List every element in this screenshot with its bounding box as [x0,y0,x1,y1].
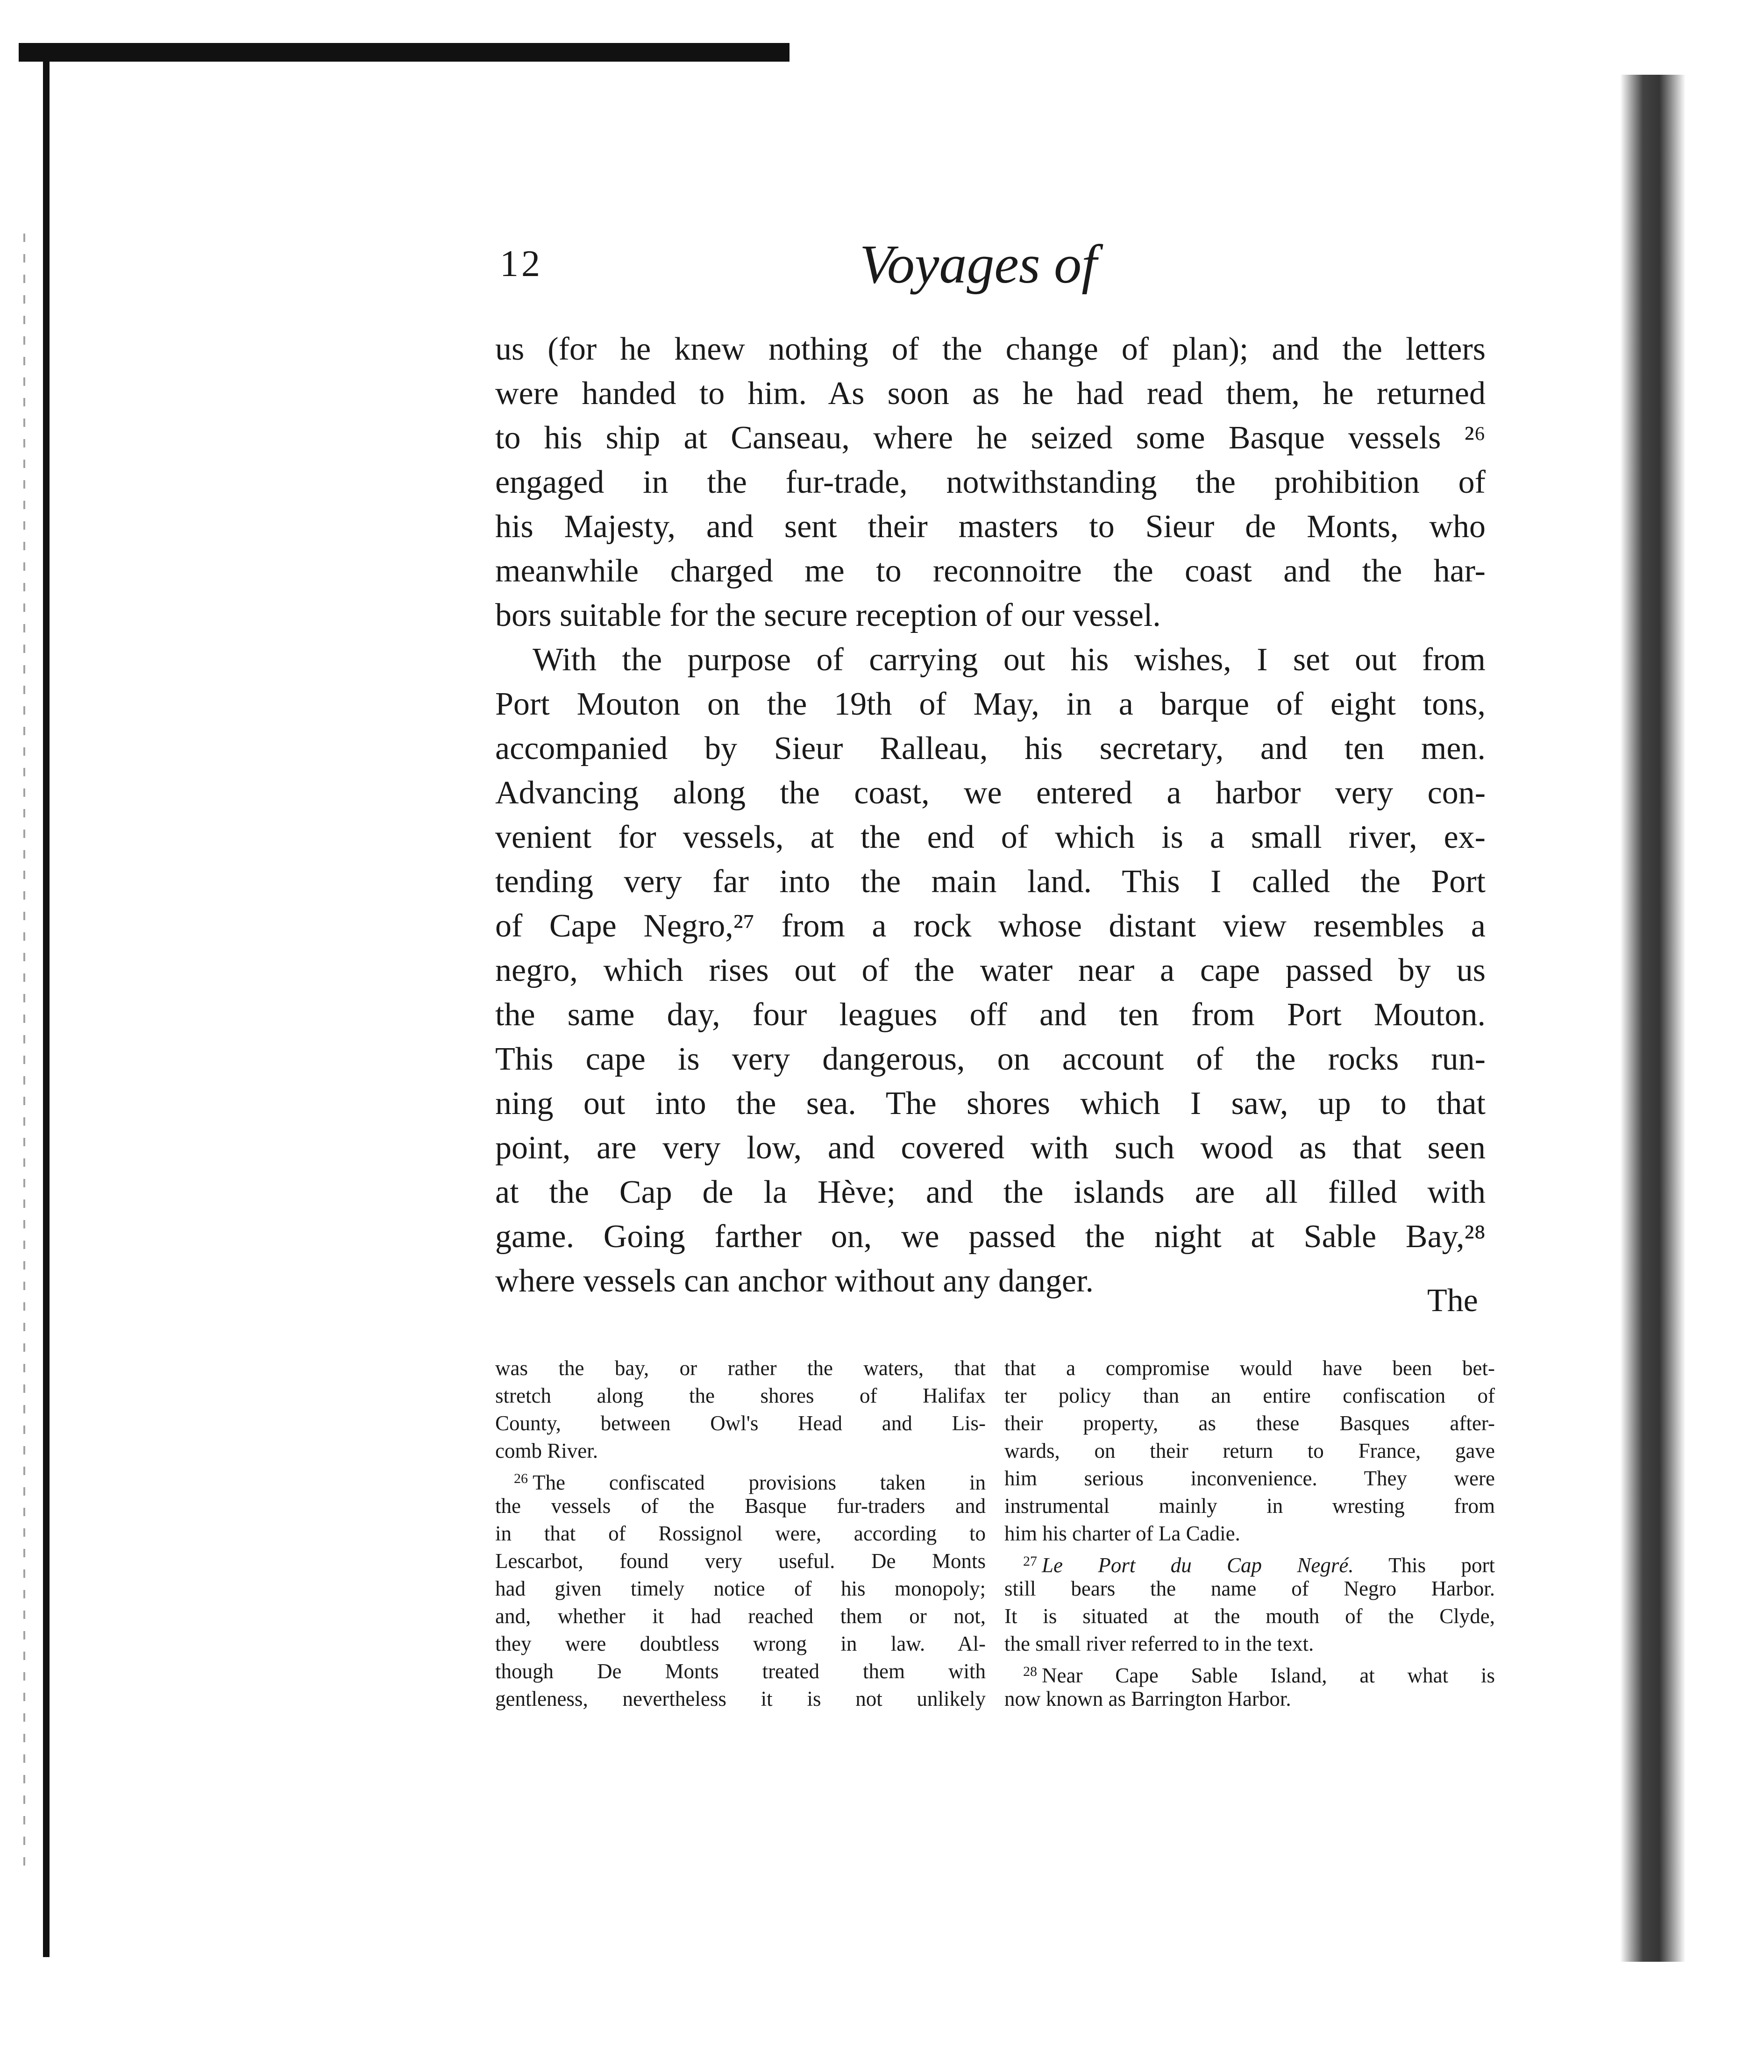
main-text-line [495,593,1486,638]
line-text: at the Cap de la Hève; and the islands are all filled with [495,1174,1486,1210]
line-text: venient for vessels, at the end of which is a small river, ex- [495,819,1486,855]
line-text: their property, as these Basques after- [1004,1412,1495,1435]
main-text-line [495,416,1486,460]
line-text: now known as Barrington Harbor. [1004,1687,1291,1710]
main-text-line [495,1259,1486,1303]
line-text: and, whether it had reached them or not, [495,1604,986,1628]
footnote-line [1004,1658,1495,1685]
main-text [495,327,1486,1303]
footnote-number: 27 [1023,1554,1037,1569]
footnote-line [495,1658,986,1685]
main-text-line [495,771,1486,815]
main-text-line [495,549,1486,593]
main-text-line [495,1037,1486,1081]
main-text-line [495,859,1486,904]
footnote-number: 26 [514,1471,528,1486]
footnote-line [495,1685,986,1713]
line-text: the small river referred to in the text. [1004,1632,1314,1655]
line-text: bors suitable for the secure reception of our vessel. [495,597,1161,633]
main-text-line [495,1170,1486,1214]
footnote-line [1004,1355,1495,1382]
footnote-line [495,1630,986,1658]
main-text-line [495,726,1486,771]
footnote-line [1004,1410,1495,1437]
line-text: engaged in the fur-trade, notwithstanding the prohibition of [495,464,1486,500]
footnote-line [1004,1382,1495,1410]
main-text-line [495,682,1486,726]
line-text: had given timely notice of his monopoly; [495,1577,986,1600]
main-text-line [495,1126,1486,1170]
line-text: County, between Owl's Head and Lis- [495,1412,986,1435]
main-text-line [495,948,1486,993]
footnote-line [495,1575,986,1603]
footnotes-right-column [1004,1355,1495,1713]
footnote-line [1004,1603,1495,1630]
footnote-line [1004,1520,1495,1547]
line-text: This cape is very dangerous, on account of the rocks run- [495,1041,1486,1077]
footnote-line [495,1520,986,1547]
line-text: comb River. [495,1439,598,1462]
line-text: him serious inconvenience. They were [1004,1467,1495,1490]
line-text: With the purpose of carrying out his wishes, I set out from [533,642,1486,678]
line-text: wards, on their return to France, gave [1004,1439,1495,1462]
line-text: the vessels of the Basque fur-traders and [495,1494,986,1518]
footnote-line [495,1547,986,1575]
line-text: of Cape Negro,²⁷ from a rock whose distant view resembles a [495,908,1486,944]
main-text-line [495,371,1486,416]
line-text: game. Going farther on, we passed the night at Sable Bay,²⁸ [495,1219,1486,1255]
line-text: accompanied by Sieur Ralleau, his secretary, and ten men. [495,731,1486,766]
main-text-line [495,504,1486,549]
line-text: was the bay, or rather the waters, that [495,1356,986,1380]
line-text: Lescarbot, found very useful. De Monts [495,1549,986,1573]
footnote-line [495,1492,986,1520]
line-text: gentleness, nevertheless it is not unlikely [495,1687,986,1710]
line-text: stretch along the shores of Halifax [495,1384,986,1407]
line-text: where vessels can anchor without any danger. [495,1263,1094,1299]
footnote-line [1004,1465,1495,1492]
main-text-line [495,815,1486,859]
line-text: him his charter of La Cadie. [1004,1522,1240,1545]
line-text: Port Mouton on the 19th of May, in a barque of eight tons, [495,686,1486,722]
line-text: that a compromise would have been bet- [1004,1356,1495,1380]
line-text: It is situated at the mouth of the Clyde, [1004,1604,1495,1628]
footnote-number: 28 [1023,1664,1037,1679]
footnote-line [495,1382,986,1410]
line-text: us (for he knew nothing of the change of plan); and the letters [495,331,1486,367]
footnote-line [495,1603,986,1630]
line-text: ning out into the sea. The shores which I saw, up to that [495,1086,1486,1121]
footnote-line [1004,1685,1495,1713]
line-text: tending very far into the main land. This I called the Port [495,864,1486,900]
scan-speckle-left [23,234,25,1868]
line-text: This port [1353,1554,1495,1577]
footnote-line [1004,1630,1495,1658]
catchword: The [1427,1283,1478,1319]
line-text: meanwhile charged me to reconnoitre the coast and the har- [495,553,1486,589]
line-text: ter policy than an entire confiscation of [1004,1384,1495,1407]
scan-border-right [1620,75,1686,1962]
footnote-line [495,1465,986,1492]
main-text-line [495,638,1486,682]
scan-border-left [43,61,50,1957]
line-text: they were doubtless wrong in law. Al- [495,1632,986,1655]
line-text: were handed to him. As soon as he had read them, he returned [495,376,1486,412]
main-text-line [495,904,1486,948]
running-head: Voyages of [860,234,1097,295]
line-text: still bears the name of Negro Harbor. [1004,1577,1495,1600]
line-text: to his ship at Canseau, where he seized some Basque vessels ²⁶ [495,420,1486,456]
line-text: instrumental mainly in wresting from [1004,1494,1495,1518]
footnote-line [495,1355,986,1382]
line-text: Advancing along the coast, we entered a harbor very con- [495,775,1486,811]
main-text-line [495,1214,1486,1259]
footnote-line [1004,1547,1495,1575]
line-text: The confiscated provisions taken in [533,1471,986,1494]
footnote-line [1004,1575,1495,1603]
line-text: negro, which rises out of the water near a cape passed by us [495,952,1486,988]
main-text-line [495,460,1486,504]
footnote-line [495,1437,986,1465]
main-text-line [495,327,1486,371]
page-number: 12 [500,243,543,284]
line-text: the same day, four leagues off and ten from Port Mouton. [495,997,1486,1033]
line-text: in that of Rossignol were, according to [495,1522,986,1545]
line-text: his Majesty, and sent their masters to Sieur de Monts, who [495,509,1486,545]
line-text: Near Cape Sable Island, at what is [1042,1664,1495,1687]
footnote-italic-title: Le Port du Cap Negré. [1042,1554,1354,1577]
footnotes-left-column [495,1355,986,1713]
main-text-line [495,1081,1486,1126]
line-text: point, are very low, and covered with such wood as that seen [495,1130,1486,1166]
footnote-line [495,1410,986,1437]
main-text-line [495,993,1486,1037]
footnote-line [1004,1492,1495,1520]
footnote-line [1004,1437,1495,1465]
scan-border-top [19,43,790,62]
line-text: though De Monts treated them with [495,1660,986,1683]
